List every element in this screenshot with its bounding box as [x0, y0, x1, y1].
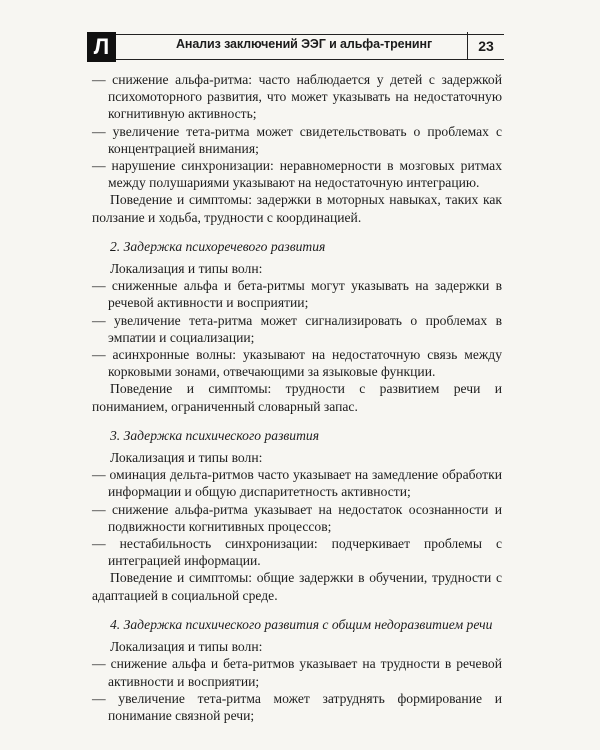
section-lead: Локализация и типы волн: [110, 261, 263, 277]
list-item: — нестабильность синхронизации: подчеркивает проблемы с интеграцией информации. [92, 536, 502, 569]
page-number: 23 [467, 32, 504, 60]
section-heading: 4. Задержка психического развития с общим недоразвитием речи [110, 616, 493, 632]
list-item: — нарушение синхронизации: неравномерности в мозговых ритмах между полушариями указывают на недостаточную интеграцию. [92, 158, 502, 191]
list-item: — снижение альфа-ритма указывает на недостаток осознанности и подвижности когнитивных процессов; [92, 501, 502, 534]
section-heading: 3. Задержка психического развития [110, 427, 320, 443]
list-item: — увеличение тета-ритма может затруднять формирование и понимание связной речи; [92, 690, 502, 723]
running-header [88, 34, 504, 60]
list-item: — асинхронные волны: указывают на недостаточную связь между корковыми зонами, отвечающими за языковые функции. [92, 347, 502, 380]
section-lead: Локализация и типы волн: [110, 450, 263, 466]
list-item: — снижение альфа и бета-ритмов указывает на трудности в речевой активности и восприятии; [92, 656, 502, 689]
list-item: — оминация дельта-ритмов часто указывает на замедление обработки информации и общую диспаритетность активности; [92, 467, 502, 500]
publisher-logo: Л [87, 32, 116, 62]
symptoms-paragraph: Поведение и симптомы: трудности с развитием речи и пониманием, ограниченный словарный запас. [92, 381, 502, 414]
list-item: — увеличение тета-ритма может сигнализировать о проблемах в эмпатии и социализации; [92, 312, 502, 345]
running-title: Анализ заключений ЭЭГ и альфа-тренинг [175, 37, 433, 51]
section-lead: Локализация и типы волн: [110, 639, 263, 655]
list-item: — снижение альфа-ритма: часто наблюдается у детей с задержкой психомоторного развития, что может указывать на недостаточную когнитивную активность; [92, 72, 502, 122]
body-text [92, 71, 502, 724]
symptoms-paragraph: Поведение и симптомы: общие задержки в обучении, трудности с адаптацией в социальной среде. [92, 570, 502, 603]
symptoms-paragraph: Поведение и симптомы: задержки в моторных навыках, таких как ползание и ходьба, трудности с координацией. [92, 192, 502, 225]
list-item: — увеличение тета-ритма может свидетельствовать о проблемах с концентрацией внимания; [92, 123, 502, 156]
list-item: — сниженные альфа и бета-ритмы могут указывать на задержки в речевой активности и восприятии; [92, 278, 502, 311]
section-heading: 2. Задержка психоречевого развития [110, 238, 326, 254]
